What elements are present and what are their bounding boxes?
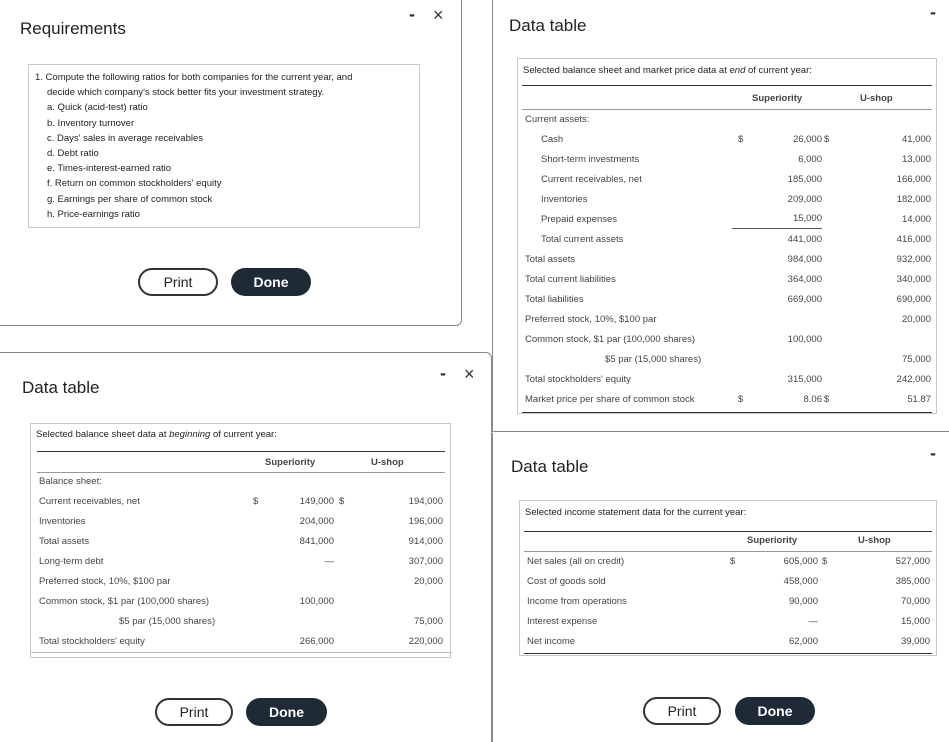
table-row [518, 110, 938, 130]
value-superiority: 15,000 [732, 210, 822, 229]
value-ushop: 75,000 [413, 616, 443, 627]
currency-symbol: $ [730, 556, 736, 567]
value-superiority: 90,000 [788, 596, 818, 607]
row-label: Common stock, $1 par (100,000 shares) [525, 334, 696, 345]
row-label: Market price per share of common stock [525, 394, 695, 405]
requirement-item: c. Days' sales in average receivables [47, 132, 203, 144]
requirements-box [28, 64, 420, 228]
column-header-superiority: Superiority [752, 93, 803, 104]
row-label: Net sales (all on credit) [527, 556, 625, 567]
currency-symbol: $ [824, 394, 830, 405]
row-label: Prepaid expenses [541, 214, 618, 225]
value-superiority: 62,000 [788, 636, 818, 647]
row-label: Common stock, $1 par (100,000 shares) [39, 596, 210, 607]
row-label: Balance sheet: [39, 476, 102, 487]
end-data-dialog [492, 0, 949, 432]
table-top-rule [524, 531, 932, 532]
value-ushop: 13,000 [901, 154, 931, 165]
row-label: Current assets: [525, 114, 590, 125]
data-table-title: Data table [511, 457, 589, 476]
value-ushop: 242,000 [896, 374, 931, 385]
table-row [518, 150, 938, 170]
table-row [31, 572, 452, 592]
requirements-intro: 1. Compute the following ratios for both companies for the current year, and decide which company's stock better fits your investment strategy. [35, 72, 353, 99]
table-row [518, 130, 938, 150]
column-header-ushop: U-shop [860, 93, 893, 104]
table-row [31, 592, 452, 612]
table-row [518, 270, 938, 290]
row-label: Inventories [39, 516, 86, 527]
value-superiority: 605,000 [783, 556, 818, 567]
value-ushop: 416,000 [896, 234, 931, 245]
table-row [520, 612, 938, 632]
currency-symbol: $ [253, 496, 259, 507]
value-ushop: 307,000 [408, 556, 443, 567]
table-row [31, 512, 452, 532]
table-row [518, 350, 938, 370]
done-button[interactable]: Done [246, 698, 327, 726]
table-row [520, 552, 938, 572]
row-label: Inventories [541, 194, 588, 205]
data-table-title: Data table [22, 378, 100, 397]
value-superiority: 100,000 [299, 596, 334, 607]
table-row [31, 612, 452, 632]
value-superiority: — [808, 616, 818, 627]
requirement-item: f. Return on common stockholders' equity [47, 178, 222, 190]
income-table-box [519, 500, 937, 656]
value-superiority: 984,000 [787, 254, 822, 265]
row-label: Total assets [525, 254, 576, 265]
value-ushop: 166,000 [896, 174, 931, 185]
value-superiority: 6,000 [798, 154, 822, 165]
column-header-superiority: Superiority [747, 535, 798, 546]
close-icon[interactable]: × [433, 5, 444, 25]
row-label: $5 par (15,000 shares) [119, 616, 216, 627]
table-row [518, 330, 938, 350]
row-label: Net income [527, 636, 576, 647]
value-ushop: 39,000 [900, 636, 930, 647]
value-ushop: 182,000 [896, 194, 931, 205]
requirements-dialog [0, 0, 462, 326]
value-ushop: 20,000 [413, 576, 443, 587]
row-label: Interest expense [527, 616, 598, 627]
table-bottom-rule [524, 653, 932, 654]
table-caption: Selected income statement data for the current year: [525, 507, 747, 518]
value-superiority: 364,000 [787, 274, 822, 285]
value-ushop: 932,000 [896, 254, 931, 265]
currency-symbol: $ [824, 134, 830, 145]
value-ushop: 75,000 [901, 354, 931, 365]
requirement-item: g. Earnings per share of common stock [47, 193, 213, 205]
table-row [31, 472, 452, 492]
table-row [518, 370, 938, 390]
table-row [520, 592, 938, 612]
table-top-rule [37, 451, 445, 452]
table-top-rule [522, 85, 932, 86]
value-ushop: 15,000 [900, 616, 930, 627]
requirement-item: b. Inventory turnover [47, 117, 135, 129]
value-superiority: 841,000 [299, 536, 334, 547]
table-row [31, 492, 452, 512]
row-label: Preferred stock, 10%, $100 par [525, 314, 657, 325]
print-button[interactable]: Print [138, 268, 218, 296]
currency-symbol: $ [822, 556, 828, 567]
value-superiority: 204,000 [299, 516, 334, 527]
row-label: Cost of goods sold [527, 576, 606, 587]
currency-symbol: $ [738, 134, 744, 145]
value-ushop: 385,000 [895, 576, 930, 587]
value-ushop: 20,000 [901, 314, 931, 325]
row-label: Cash [541, 134, 564, 145]
table-row [518, 310, 938, 330]
value-ushop: 914,000 [408, 536, 443, 547]
row-label: Income from operations [527, 596, 627, 607]
requirement-item: e. Times-interest-earned ratio [47, 163, 172, 175]
table-row [520, 632, 938, 652]
table-row [518, 170, 938, 190]
table-bottom-rule [522, 412, 932, 413]
done-button[interactable]: Done [735, 697, 815, 725]
value-superiority: 149,000 [299, 496, 334, 507]
table-row [518, 230, 938, 250]
value-superiority: 26,000 [792, 134, 822, 145]
value-ushop: 527,000 [895, 556, 930, 567]
value-superiority: 266,000 [299, 636, 334, 647]
row-label: Total liabilities [525, 294, 584, 305]
table-row [518, 290, 938, 310]
requirement-item: a. Quick (acid-test) ratio [47, 102, 148, 114]
table-row [31, 632, 452, 653]
close-icon[interactable]: × [464, 364, 475, 384]
value-ushop: 340,000 [896, 274, 931, 285]
row-label: Total stockholders' equity [525, 374, 631, 385]
minimize-icon[interactable]: - [440, 363, 446, 383]
value-ushop: 690,000 [896, 294, 931, 305]
value-superiority: 441,000 [787, 234, 822, 245]
row-label: Preferred stock, 10%, $100 par [39, 576, 171, 587]
minimize-icon[interactable]: - [930, 443, 936, 463]
value-superiority: 669,000 [787, 294, 822, 305]
table-row [518, 190, 938, 210]
value-ushop: 41,000 [901, 134, 931, 145]
row-label: Total current liabilities [525, 274, 616, 285]
value-ushop: 14,000 [901, 214, 931, 225]
table-row [520, 572, 938, 592]
beginning-data-dialog [0, 352, 492, 742]
table-row [518, 390, 938, 410]
value-superiority: 209,000 [787, 194, 822, 205]
print-button[interactable]: Print [643, 697, 721, 725]
beginning-table-box [30, 423, 451, 658]
minimize-icon[interactable]: - [409, 4, 415, 24]
row-label: Long-term debt [39, 556, 104, 567]
value-superiority: 315,000 [787, 374, 822, 385]
currency-symbol: $ [738, 394, 744, 405]
table-row [31, 552, 452, 572]
column-header-superiority: Superiority [265, 457, 316, 468]
minimize-icon[interactable]: - [930, 2, 936, 22]
value-ushop: 51.87 [907, 394, 931, 405]
table-caption: Selected balance sheet and market price data at end of current year: [523, 65, 812, 76]
income-data-dialog [492, 433, 949, 742]
table-row [518, 250, 938, 270]
print-button[interactable]: Print [155, 698, 233, 726]
value-ushop: 70,000 [900, 596, 930, 607]
value-ushop: 194,000 [408, 496, 443, 507]
value-superiority: — [324, 556, 334, 567]
row-label: Current receivables, net [541, 174, 642, 185]
row-label: Total assets [39, 536, 90, 547]
row-label: Total current assets [541, 234, 624, 245]
row-label: Current receivables, net [39, 496, 140, 507]
column-header-ushop: U-shop [858, 535, 891, 546]
value-superiority: 458,000 [783, 576, 818, 587]
value-ushop: 220,000 [408, 636, 443, 647]
value-superiority: 8.06 [803, 394, 822, 405]
requirements-title: Requirements [20, 19, 126, 38]
row-label: Short-term investments [541, 154, 640, 165]
column-header-ushop: U-shop [371, 457, 404, 468]
table-row [518, 210, 938, 230]
value-ushop: 196,000 [408, 516, 443, 527]
requirement-item: d. Debt ratio [47, 148, 99, 160]
table-caption: Selected balance sheet data at beginning of current year: [36, 429, 277, 440]
value-superiority: 100,000 [787, 334, 822, 345]
done-button[interactable]: Done [231, 268, 311, 296]
row-label: $5 par (15,000 shares) [605, 354, 702, 365]
data-table-title: Data table [509, 16, 587, 35]
row-label: Total stockholders' equity [39, 636, 145, 647]
value-superiority: 185,000 [787, 174, 822, 185]
requirement-item: h. Price-earnings ratio [47, 208, 140, 220]
currency-symbol: $ [339, 496, 345, 507]
end-table-box [517, 58, 937, 414]
table-row [31, 532, 452, 552]
